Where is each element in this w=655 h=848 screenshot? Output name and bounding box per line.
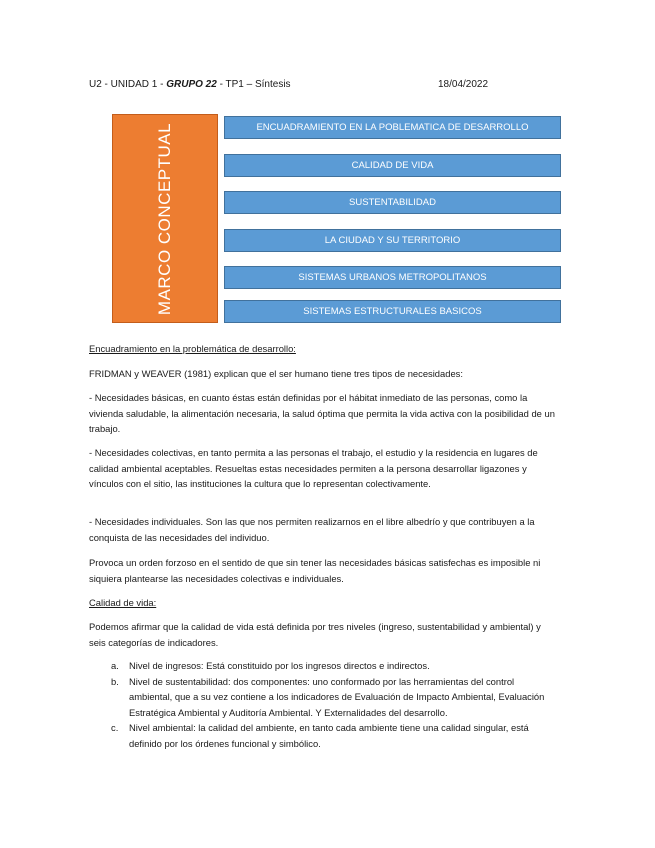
diagram-vertical-label: MARCO CONCEPTUAL: [155, 122, 174, 315]
header-prefix: U2 - UNIDAD 1 -: [89, 79, 167, 90]
diagram-box-6: SISTEMAS ESTRUCTURALES BASICOS: [224, 300, 561, 323]
list-item-text: Nivel de sustentabilidad: dos componentes: uno conformado por las herramientas del control ambiental, que a su vez contiene a los indicadores de Evaluación de Impacto Ambiental, Evaluación Estratégica Ambiental y Auditoría Ambiental. Y Externalidades del desarrollo.: [129, 675, 545, 718]
section2-intro: Podemos afirmar que la calidad de vida está definida por tres niveles (ingreso, sustentabilidad y ambiental) y seis categorías de indicadores.: [89, 621, 541, 648]
section1-paragraph-1: - Necesidades básicas, en cuanto éstas están definidas por el hábitat inmediato de las personas, como la vivienda saludable, la alimentación necesaria, la salud óptima que permita la vida activa con la posibilidad de un trabajo.: [89, 392, 555, 434]
header-suffix: - TP1 – Síntesis: [216, 79, 291, 90]
diagram-box-5: SISTEMAS URBANOS METROPOLITANOS: [224, 266, 561, 289]
list-item: [89, 720, 559, 751]
section1-paragraph-2: - Necesidades colectivas, en tanto permita a las personas el trabajo, el estudio y la residencia en lugares de calidad ambiental aceptables. Resueltas estas necesidades permiten a la persona desarrollar ligazones y vínculos con el sitio, las instituciones la cultura que lo representan colectivamente.: [89, 447, 538, 489]
section1-paragraph-4: Provoca un orden forzoso en el sentido de que sin tener las necesidades básicas satisfechas es imposible ni siquiera plantearse las necesidades colectivas e individuales.: [89, 557, 541, 584]
list-marker: b.: [111, 675, 119, 687]
list-item: [89, 658, 559, 674]
list-item-text: Nivel de ingresos: Está constituido por los ingresos directos e indirectos.: [129, 660, 430, 671]
diagram-box-1: ENCUADRAMIENTO EN LA POBLEMATICA DE DESARROLLO: [224, 116, 561, 139]
section1-paragraph-3: - Necesidades individuales. Son las que nos permiten realizarnos en el libre albedrío y que contribuyen a la conquista de las necesidades del individuo.: [89, 516, 535, 543]
diagram-box-3: SUSTENTABILIDAD: [224, 191, 561, 214]
list-marker: c.: [111, 722, 119, 733]
header-group: GRUPO 22: [166, 79, 217, 90]
diagram-box-4: LA CIUDAD Y SU TERRITORIO: [224, 229, 561, 252]
diagram-vertical-label-box: [112, 114, 218, 323]
diagram-box-2: CALIDAD DE VIDA: [224, 154, 561, 177]
list-item-text: Nivel ambiental: la calidad del ambiente, en tanto cada ambiente tiene una calidad singular, está definido por los órdenes funcional y simbólico.: [129, 722, 529, 749]
indicator-list: [89, 658, 559, 751]
header-date: 18/04/2022: [438, 79, 489, 90]
section1-intro: FRIDMAN y WEAVER (1981) explican que el ser humano tiene tres tipos de necesidades:: [89, 368, 463, 379]
list-item: [89, 674, 559, 721]
section2-heading: Calidad de vida:: [89, 597, 157, 608]
section1-heading: Encuadramiento en la problemática de desarrollo:: [89, 343, 296, 354]
list-marker: a.: [111, 660, 119, 671]
page-header: [89, 79, 509, 90]
